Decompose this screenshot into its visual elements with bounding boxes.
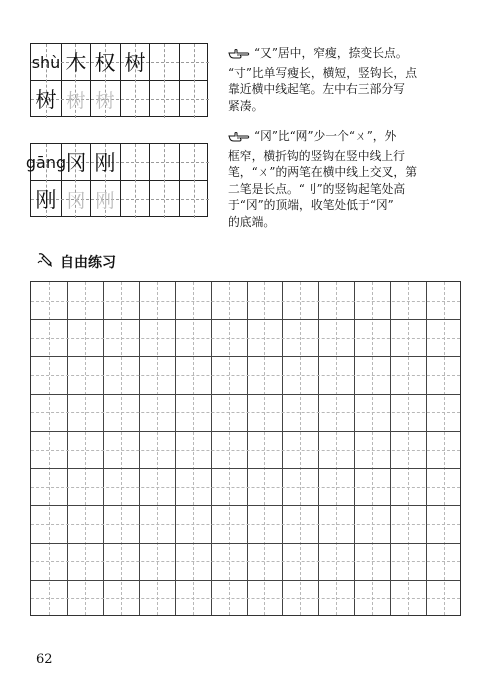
- grid-guide-horizontal: [31, 412, 460, 413]
- grid-column-line: [211, 282, 212, 615]
- grid-column-line: [247, 282, 248, 615]
- grid-row-line: [31, 468, 460, 469]
- grid-guide-vertical: [372, 282, 373, 615]
- note-gang-line-5: 于“冈”的顶端，收笔处低于“冈”: [228, 198, 394, 212]
- pointing-hand-icon: [228, 48, 250, 65]
- char-gang-component: 冈: [65, 151, 87, 175]
- practice-grid[interactable]: [30, 281, 461, 616]
- pointing-hand-icon: [228, 131, 250, 148]
- grid-guide-horizontal: [31, 450, 460, 451]
- grid-guide-vertical: [229, 282, 230, 615]
- grid-guide-horizontal: [31, 598, 460, 599]
- note-gang-line-3: 笔，“ㄨ”的两笔在横中线上交叉，第: [228, 165, 418, 179]
- grid-guide-vertical: [264, 282, 265, 615]
- trace-char-shu-1: 树: [66, 89, 86, 112]
- grid-column-line: [282, 282, 283, 615]
- grid-guide-horizontal: [31, 301, 460, 302]
- grid-row-line: [31, 505, 460, 506]
- grid-row-line: [31, 356, 460, 357]
- page-number: 62: [36, 652, 53, 667]
- trace-char-gang-1: 冈: [66, 189, 86, 212]
- grid-guide-vertical: [49, 282, 50, 615]
- grid-column-line: [139, 282, 140, 615]
- grid-column-line: [175, 282, 176, 615]
- grid-column-line: [354, 282, 355, 615]
- char-mu: 木: [65, 51, 87, 75]
- grid-guide-vertical: [193, 282, 194, 615]
- grid-guide-vertical: [336, 282, 337, 615]
- note-gang: [228, 128, 473, 230]
- grid-guide-horizontal: [31, 338, 460, 339]
- section-header: [36, 251, 116, 273]
- note-gang-line-1: “冈”比“网”少一个“ㄨ”，外: [254, 129, 397, 143]
- pinyin-gang: gāng: [25, 152, 67, 172]
- grid-row-line: [31, 431, 460, 432]
- char-shu: 树: [124, 51, 146, 75]
- grid-column-line: [390, 282, 391, 615]
- grid-guide-vertical: [121, 282, 122, 615]
- grid-row-line: [31, 394, 460, 395]
- grid-column-line: [318, 282, 319, 615]
- copybook-block-gang: [25, 143, 208, 217]
- grid-column-line: [103, 282, 104, 615]
- note-gang-line-6: 的底端。: [228, 214, 276, 229]
- grid-guide-vertical: [157, 282, 158, 615]
- note-shu-line-1: “又”居中，窄瘦，捺变长点。: [254, 46, 408, 60]
- char-shu-model: 树: [35, 88, 57, 112]
- section-title: 自由练习: [60, 255, 116, 271]
- note-shu-line-3: 靠近横中线起笔。左中右三部分写: [228, 82, 405, 96]
- grid-guide-vertical: [300, 282, 301, 615]
- note-shu-line-2: “寸”比单写瘦长，横短，竖钩长，点: [228, 65, 418, 80]
- pencil-icon: [36, 251, 54, 273]
- grid-row-line: [31, 543, 460, 544]
- grid-guide-horizontal: [31, 561, 460, 562]
- grid-guide-horizontal: [31, 375, 460, 376]
- char-gang-model: 刚: [35, 188, 57, 212]
- note-shu-line-4: 紧凑。: [228, 98, 264, 113]
- pinyin-shu: shù: [31, 52, 61, 72]
- grid-guide-horizontal: [31, 524, 460, 525]
- note-shu: [228, 45, 473, 114]
- note-gang-line-4: 二笔是长点。“刂”的竖钩起笔处高: [228, 181, 406, 196]
- grid-row-line: [31, 580, 460, 581]
- note-gang-line-2: 框窄，横折钩的竖钩在竖中线上行: [228, 148, 405, 163]
- char-gang: 刚: [94, 151, 116, 175]
- grid-guide-vertical: [444, 282, 445, 615]
- char-quan: 权: [94, 51, 116, 75]
- trace-char-gang-2: 刚: [95, 189, 115, 212]
- grid-row-line: [31, 319, 460, 320]
- grid-guide-horizontal: [31, 487, 460, 488]
- grid-column-line: [67, 282, 68, 615]
- grid-column-line: [426, 282, 427, 615]
- grid-guide-vertical: [408, 282, 409, 615]
- copybook-block-shu: [30, 43, 208, 117]
- grid-guide-vertical: [85, 282, 86, 615]
- trace-char-shu-2: 树: [95, 89, 115, 112]
